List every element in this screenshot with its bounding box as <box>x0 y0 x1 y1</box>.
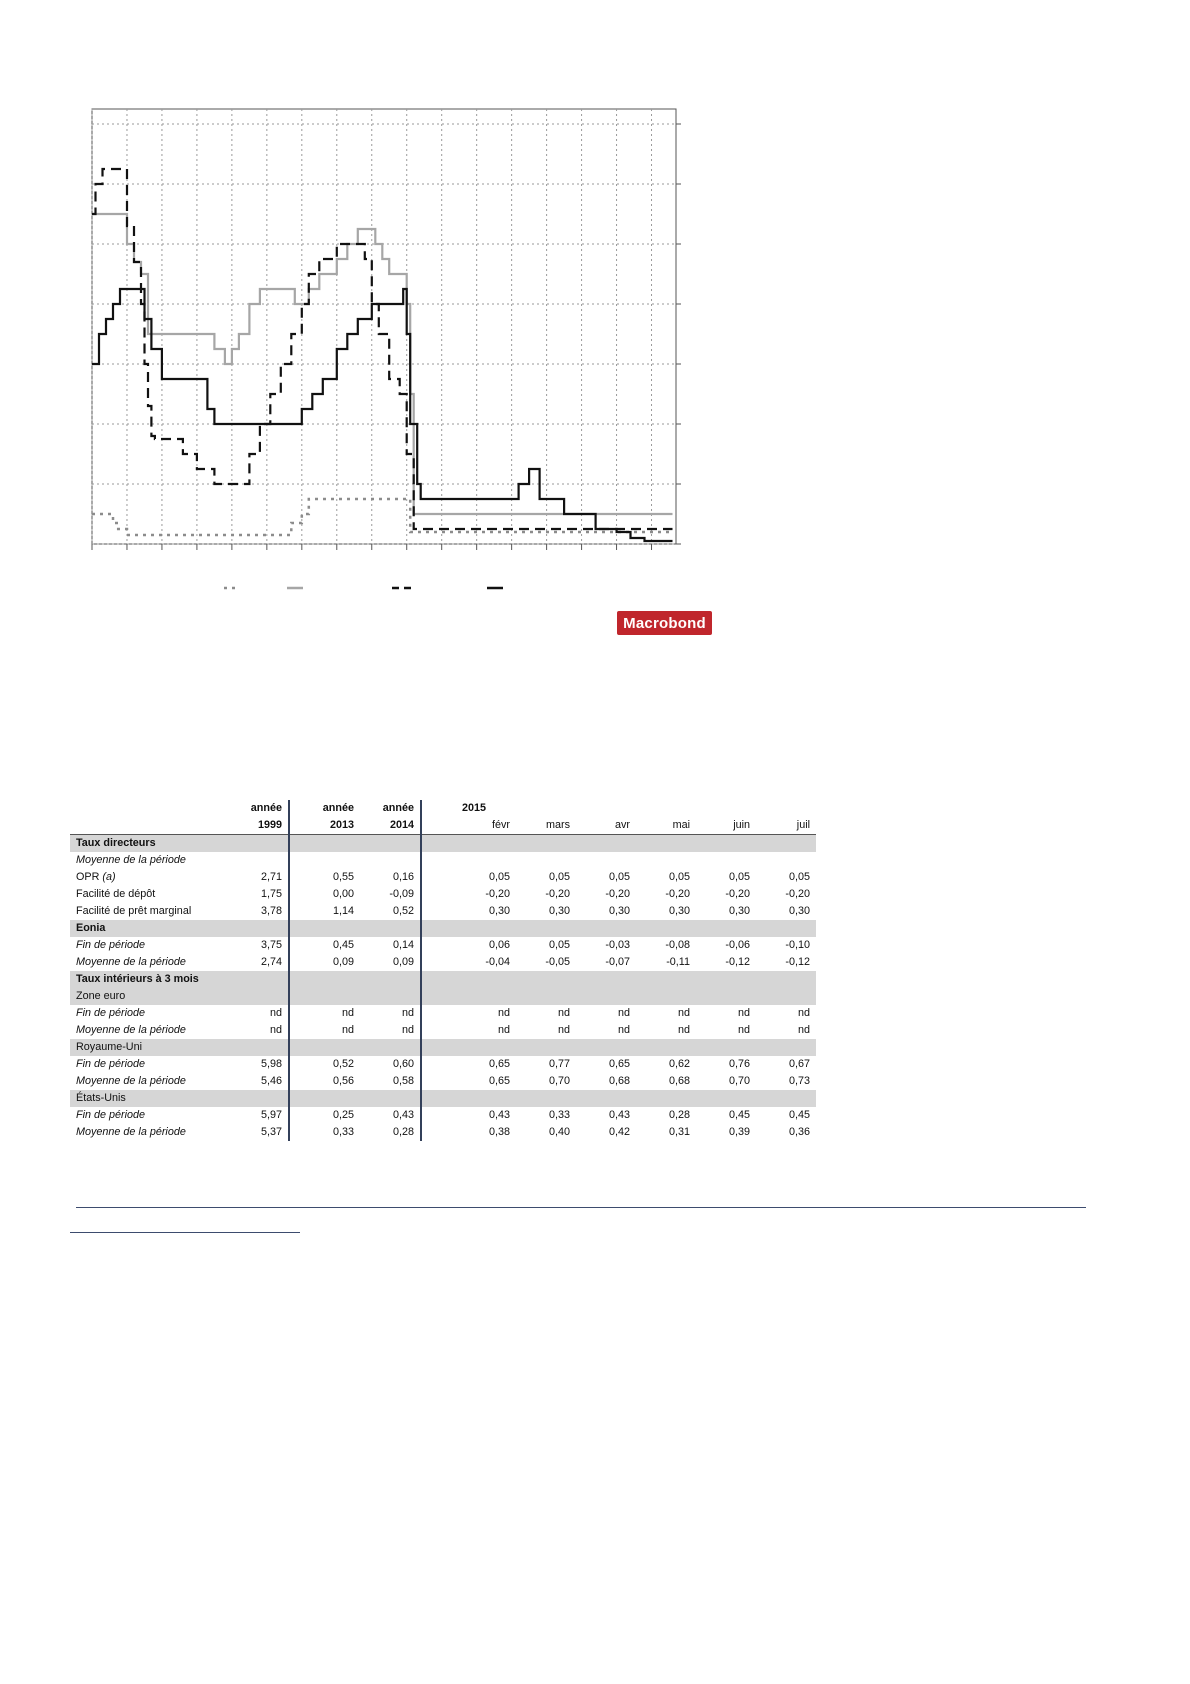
table-cell <box>636 1090 696 1107</box>
header-blank <box>756 800 816 817</box>
table-cell: nd <box>497 1024 510 1036</box>
table-cell: 0,09 <box>360 954 421 971</box>
table-row <box>70 886 816 903</box>
table-cell <box>696 920 756 937</box>
table-cell: 0,55 <box>332 871 354 883</box>
table-cell: nd <box>737 1007 750 1019</box>
table-cell <box>421 971 516 988</box>
table-cell <box>516 971 576 988</box>
table-cell <box>289 1090 360 1107</box>
table-cell: 0,45 <box>788 1109 810 1121</box>
table-cell: 5,46 <box>224 1073 289 1090</box>
section-row <box>70 920 816 937</box>
section-label: Royaume-Uni <box>70 1039 224 1056</box>
table-cell <box>360 988 421 1005</box>
table-cell: -0,20 <box>545 888 570 900</box>
table-cell <box>756 988 816 1005</box>
table-cell: 0,43 <box>488 1109 510 1121</box>
table-cell: 0,40 <box>548 1126 570 1138</box>
table-cell: 0,28 <box>360 1124 421 1141</box>
table-cell <box>289 835 360 853</box>
header-blank <box>576 800 636 817</box>
header-cell: année <box>360 800 421 817</box>
table-row <box>70 937 816 954</box>
table-cell <box>756 920 816 937</box>
table-cell: -0,12 <box>785 956 810 968</box>
section-label: Taux intérieurs à 3 mois <box>70 971 224 988</box>
table-cell: -0,12 <box>725 956 750 968</box>
table-row <box>70 1124 816 1141</box>
table-cell: 0,43 <box>360 1107 421 1124</box>
table-cell <box>576 920 636 937</box>
table-cell <box>289 1039 360 1056</box>
table-row <box>70 903 816 920</box>
table-cell: -0,11 <box>666 956 690 968</box>
table-cell <box>421 920 516 937</box>
table-cell <box>360 920 421 937</box>
series-solid-black <box>92 289 673 541</box>
table-header-row <box>70 800 816 817</box>
table-cell <box>636 852 696 869</box>
table-cell: 5,37 <box>224 1124 289 1141</box>
table-cell: 0,05 <box>788 871 810 883</box>
table-cell: 0,30 <box>608 905 630 917</box>
row-label-text: Moyenne de la période <box>76 1075 186 1087</box>
table-header-row <box>70 817 816 835</box>
table-cell: 0,31 <box>668 1126 690 1138</box>
table-cell <box>756 852 816 869</box>
table-cell <box>576 971 636 988</box>
table-cell <box>421 988 516 1005</box>
table-cell <box>756 1039 816 1056</box>
table-cell <box>360 852 421 869</box>
table-cell: 3,75 <box>224 937 289 954</box>
table-cell: 0,05 <box>668 871 690 883</box>
table-row <box>70 1107 816 1124</box>
table-cell: 0,05 <box>608 871 630 883</box>
rates-chart <box>0 0 720 610</box>
header-cell: année <box>322 802 354 814</box>
table-cell <box>516 988 576 1005</box>
table-cell: 5,97 <box>224 1107 289 1124</box>
table-cell <box>696 835 756 853</box>
table-cell <box>636 988 696 1005</box>
footnote-rule <box>76 1207 1086 1208</box>
header-blank <box>696 800 756 817</box>
table-cell <box>516 1090 576 1107</box>
table-cell: 0,68 <box>608 1075 630 1087</box>
table-cell: nd <box>360 1022 421 1039</box>
table-cell: -0,20 <box>665 888 690 900</box>
row-label-text: Fin de période <box>76 1109 146 1121</box>
table-cell <box>576 852 636 869</box>
header-month: mai <box>636 817 696 835</box>
table-cell: 0,05 <box>548 871 570 883</box>
table-cell <box>576 835 636 853</box>
row-label-text: Fin de période <box>76 1007 146 1019</box>
plot-frame <box>92 109 676 544</box>
row-label-text: Fin de période <box>76 1058 146 1070</box>
table-cell <box>289 988 360 1005</box>
series-dashed-black <box>92 169 673 529</box>
row-label-text: Moyenne de la période <box>76 1126 186 1138</box>
table-cell <box>516 1039 576 1056</box>
table-cell <box>696 1090 756 1107</box>
table-cell <box>516 835 576 853</box>
section-label: Taux directeurs <box>70 835 224 853</box>
table-cell: -0,20 <box>725 888 750 900</box>
table-cell: 2,71 <box>224 869 289 886</box>
table-cell <box>576 988 636 1005</box>
table-cell: 3,78 <box>224 903 289 920</box>
row-label-text: Moyenne de la période <box>76 1024 186 1036</box>
series-dotted-grey <box>92 499 669 535</box>
table-cell: 0,33 <box>548 1109 570 1121</box>
table-cell: 0,67 <box>788 1058 810 1070</box>
table-cell: -0,06 <box>725 939 750 951</box>
macrobond-logo: Macrobond <box>617 611 712 635</box>
header-cell: année <box>224 800 289 817</box>
row-label <box>70 1124 224 1141</box>
row-label <box>70 954 224 971</box>
table-cell <box>360 1039 421 1056</box>
row-label <box>70 852 224 869</box>
table-cell: 0,30 <box>668 905 690 917</box>
table-cell: nd <box>341 1007 354 1019</box>
section-row <box>70 835 816 853</box>
table-cell <box>224 852 289 869</box>
section-label: États-Unis <box>70 1090 224 1107</box>
header-month: févr <box>421 817 516 835</box>
table-cell: nd <box>224 1022 289 1039</box>
table-cell <box>289 852 360 869</box>
table-cell: 0,73 <box>788 1075 810 1087</box>
grid <box>92 109 676 544</box>
table-cell: 0,33 <box>332 1126 354 1138</box>
row-label-note: (a) <box>99 871 116 883</box>
table-cell <box>696 971 756 988</box>
table-cell <box>576 1090 636 1107</box>
row-label-text: Facilité de prêt marginal <box>76 905 192 917</box>
table-cell: 1,14 <box>332 905 354 917</box>
table-cell: nd <box>557 1007 570 1019</box>
table-cell <box>289 971 360 988</box>
subsection-row <box>70 1090 816 1107</box>
table-cell <box>421 1090 516 1107</box>
table-cell: nd <box>797 1007 810 1019</box>
table-cell: -0,20 <box>485 888 510 900</box>
header-cell: 1999 <box>224 817 289 835</box>
table-cell <box>756 1090 816 1107</box>
table-cell <box>421 852 516 869</box>
footnote-rule-short <box>70 1232 300 1233</box>
table-cell: 0,65 <box>488 1058 510 1070</box>
table-cell: 0,30 <box>488 905 510 917</box>
table-cell: 0,70 <box>548 1075 570 1087</box>
table-cell: 0,30 <box>548 905 570 917</box>
table-cell: 0,42 <box>608 1126 630 1138</box>
table-cell: -0,03 <box>605 939 630 951</box>
table-cell: 1,75 <box>224 886 289 903</box>
table-cell: 0,30 <box>728 905 750 917</box>
table-cell <box>289 920 360 937</box>
table-cell <box>696 852 756 869</box>
table-cell: 0,25 <box>332 1109 354 1121</box>
table-cell <box>636 835 696 853</box>
table-cell: -0,05 <box>545 956 570 968</box>
table-cell <box>636 1039 696 1056</box>
row-label <box>70 903 224 920</box>
header-month: mars <box>516 817 576 835</box>
table-cell: 0,43 <box>608 1109 630 1121</box>
row-label <box>70 1073 224 1090</box>
table-cell: nd <box>617 1024 630 1036</box>
table-cell <box>421 835 516 853</box>
table-cell <box>224 1090 289 1107</box>
table-cell <box>360 835 421 853</box>
table-cell: nd <box>677 1024 690 1036</box>
row-label <box>70 869 224 886</box>
table-cell: 0,58 <box>360 1073 421 1090</box>
table-cell: -0,20 <box>605 888 630 900</box>
table-cell: 0,56 <box>332 1075 354 1087</box>
table-cell: 0,45 <box>332 939 354 951</box>
axis-ticks <box>92 124 681 550</box>
table-cell <box>696 1039 756 1056</box>
row-label <box>70 886 224 903</box>
table-cell: -0,04 <box>485 956 510 968</box>
table-cell <box>696 988 756 1005</box>
section-label: Eonia <box>70 920 224 937</box>
table-cell: 0,77 <box>548 1058 570 1070</box>
table-cell: 0,05 <box>728 871 750 883</box>
table-cell: 0,28 <box>668 1109 690 1121</box>
table-row <box>70 1073 816 1090</box>
table-cell: nd <box>677 1007 690 1019</box>
subsection-row <box>70 988 816 1005</box>
table-cell: 0,36 <box>788 1126 810 1138</box>
table-cell <box>224 971 289 988</box>
table-cell <box>636 971 696 988</box>
table-cell: 0,52 <box>360 903 421 920</box>
row-label <box>70 937 224 954</box>
table-cell: -0,08 <box>665 939 690 951</box>
table-cell <box>360 971 421 988</box>
table-cell: 0,30 <box>788 905 810 917</box>
row-label <box>70 1022 224 1039</box>
table-cell: 0,52 <box>332 1058 354 1070</box>
section-label: Zone euro <box>70 988 224 1005</box>
table-cell: nd <box>497 1007 510 1019</box>
table-cell: 0,05 <box>488 871 510 883</box>
row-label-text: Fin de période <box>76 939 146 951</box>
table-cell: 0,76 <box>728 1058 750 1070</box>
table-cell <box>516 920 576 937</box>
table-cell: 0,68 <box>668 1075 690 1087</box>
table-row <box>70 1056 816 1073</box>
row-label <box>70 1107 224 1124</box>
table-cell: 0,65 <box>608 1058 630 1070</box>
header-blank <box>70 817 224 835</box>
table-cell: 0,62 <box>668 1058 690 1070</box>
table-cell: nd <box>737 1024 750 1036</box>
header-blank <box>516 800 576 817</box>
table-cell: nd <box>557 1024 570 1036</box>
header-month: juil <box>756 817 816 835</box>
row-label-text: Facilité de dépôt <box>76 888 156 900</box>
table-cell: nd <box>617 1007 630 1019</box>
row-label <box>70 1005 224 1022</box>
table-row <box>70 1005 816 1022</box>
row-label-text: OPR <box>76 871 100 883</box>
table-cell: 0,39 <box>728 1126 750 1138</box>
rates-table <box>70 800 816 1141</box>
table-cell <box>224 835 289 853</box>
header-blank <box>70 800 224 817</box>
header-blank <box>636 800 696 817</box>
table-cell: 0,70 <box>728 1075 750 1087</box>
table-cell <box>636 920 696 937</box>
row-label-text: Moyenne de la période <box>76 854 186 866</box>
table-cell: -0,07 <box>605 956 630 968</box>
table-cell: -0,09 <box>360 886 421 903</box>
header-cell-2015: 2015 <box>462 802 487 814</box>
table-cell: 2,74 <box>224 954 289 971</box>
table-cell: nd <box>224 1005 289 1022</box>
series-lines <box>92 169 673 541</box>
table-cell <box>360 1090 421 1107</box>
header-cell: 2013 <box>289 817 360 835</box>
table-cell <box>576 1039 636 1056</box>
subsection-row <box>70 1039 816 1056</box>
table-cell <box>224 1039 289 1056</box>
table-cell: 0,38 <box>488 1126 510 1138</box>
table-cell <box>421 1039 516 1056</box>
table-row <box>70 852 816 869</box>
table-cell <box>756 835 816 853</box>
section-row <box>70 971 816 988</box>
table-row <box>70 869 816 886</box>
row-label <box>70 1056 224 1073</box>
table-cell: 0,65 <box>488 1075 510 1087</box>
table-cell: -0,10 <box>785 939 810 951</box>
row-label-text: Moyenne de la période <box>76 956 186 968</box>
table-cell: nd <box>797 1024 810 1036</box>
table-cell: 5,98 <box>224 1056 289 1073</box>
table-cell: -0,20 <box>785 888 810 900</box>
table-cell: 0,06 <box>488 939 510 951</box>
table-cell <box>516 852 576 869</box>
table-cell: 0,05 <box>548 939 570 951</box>
table-cell: nd <box>341 1024 354 1036</box>
header-month: avr <box>576 817 636 835</box>
header-cell: 2014 <box>360 817 421 835</box>
table-row <box>70 954 816 971</box>
table-cell: 0,14 <box>360 937 421 954</box>
table-cell <box>756 971 816 988</box>
table-cell <box>224 988 289 1005</box>
table-cell: 0,45 <box>728 1109 750 1121</box>
table-cell: nd <box>360 1005 421 1022</box>
table-cell: 0,60 <box>360 1056 421 1073</box>
table-cell: 0,09 <box>332 956 354 968</box>
header-month: juin <box>696 817 756 835</box>
table-cell: 0,16 <box>360 869 421 886</box>
table-cell: 0,00 <box>332 888 354 900</box>
table-cell <box>224 920 289 937</box>
table-row <box>70 1022 816 1039</box>
